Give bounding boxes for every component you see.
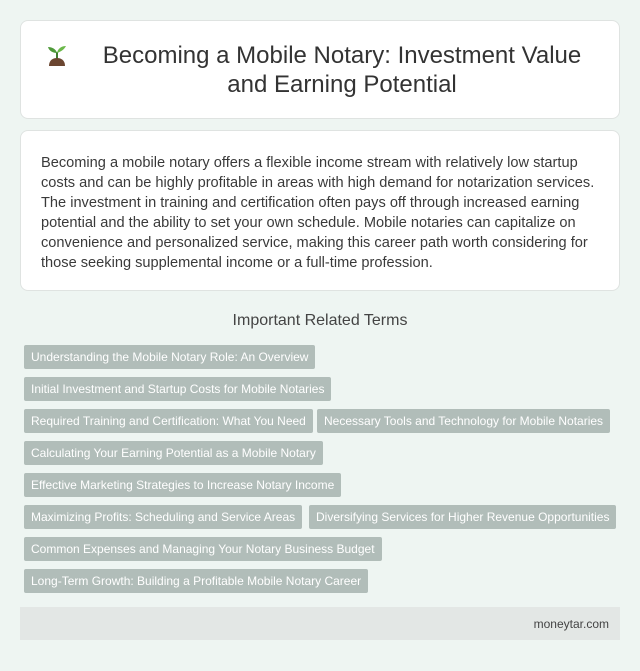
related-term-link[interactable]: Common Expenses and Managing Your Notary Business Budget [24, 537, 382, 561]
title-row [21, 21, 619, 118]
related-term-link[interactable]: Required Training and Certification: What You Need [24, 409, 313, 433]
related-term-link[interactable]: Long-Term Growth: Building a Profitable Mobile Notary Career [24, 569, 368, 593]
intro-card [20, 130, 620, 291]
footer-site-link[interactable]: moneytar.com [533, 617, 609, 631]
intro-paragraph: Becoming a mobile notary offers a flexible income stream with relatively low startup costs and can be highly profitable in areas with high demand for notarization services. The investment in training and certification often pays off through increased earning potential and the ability to set your own schedule. Mobile notaries can capitalize on convenience and personalized service, making this career path worth considering for those seeking supplemental income or a full-time profession. [41, 155, 595, 271]
related-term-link[interactable]: Diversifying Services for Higher Revenue Opportunities [309, 505, 616, 529]
page-title: Becoming a Mobile Notary: Investment Value and Earning Potential [102, 41, 582, 98]
footer [20, 607, 620, 640]
title-card [20, 20, 620, 119]
related-term-link[interactable]: Necessary Tools and Technology for Mobile Notaries [317, 409, 610, 433]
related-term-link[interactable]: Effective Marketing Strategies to Increase Notary Income [24, 473, 341, 497]
related-terms-heading: Important Related Terms [232, 312, 408, 329]
sprout-icon [45, 44, 69, 74]
related-term-link[interactable]: Maximizing Profits: Scheduling and Service Areas [24, 505, 302, 529]
related-term-link[interactable]: Calculating Your Earning Potential as a Mobile Notary [24, 441, 323, 465]
related-term-link[interactable]: Initial Investment and Startup Costs for Mobile Notaries [24, 377, 331, 401]
related-term-link[interactable]: Understanding the Mobile Notary Role: An Overview [24, 345, 315, 369]
